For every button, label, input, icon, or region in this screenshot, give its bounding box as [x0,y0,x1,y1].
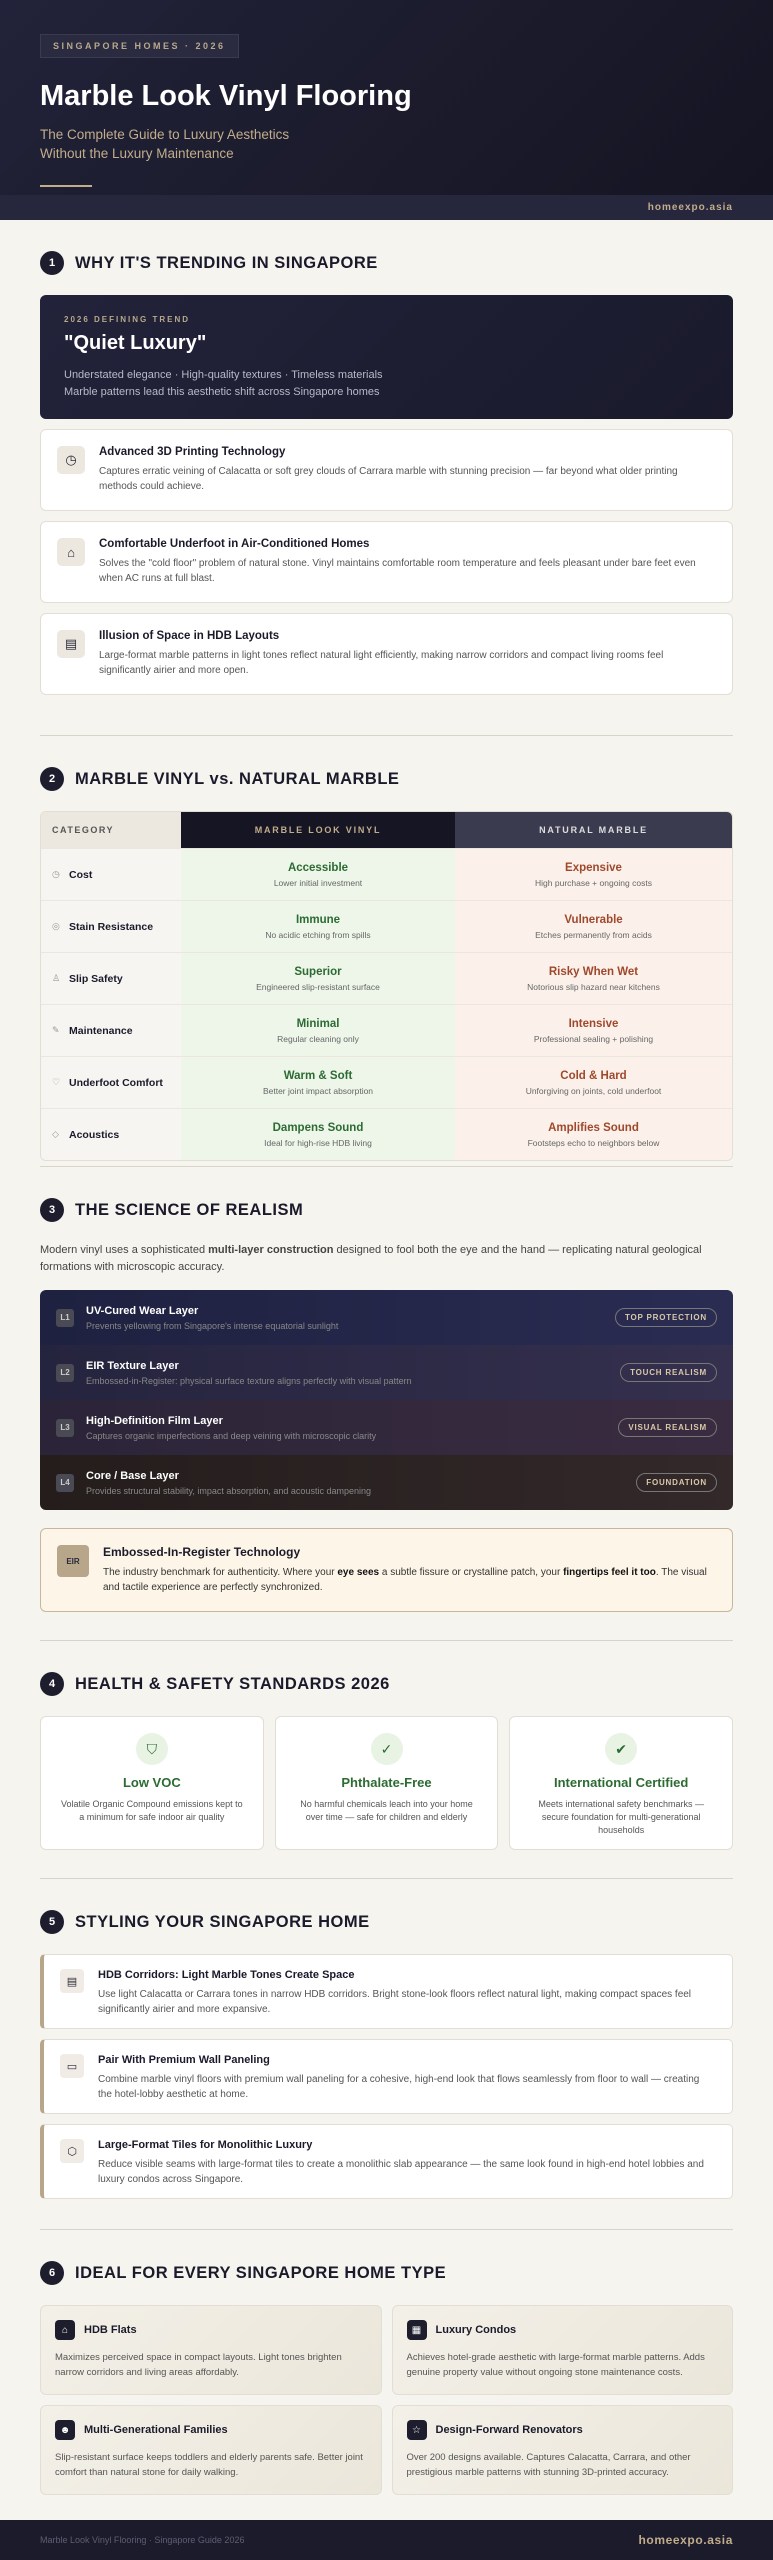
home-type-title: Multi-Generational Families [84,2424,228,2436]
layer-badge: L1 [56,1309,74,1327]
trend-card [40,295,733,419]
marble-note: Professional sealing + polishing [533,1033,654,1044]
shield-icon: ⛉ [136,1733,168,1765]
feature-title: Comfortable Underfoot in Air-Conditioned Homes [99,538,370,550]
home-type-title: HDB Flats [84,2324,137,2336]
marble-cell [455,901,732,952]
certified-icon: ✔ [605,1733,637,1765]
style-text: Combine marble vinyl floors with premium wall paneling for a cohesive, high-end look that flows seamlessly from floor to wall — creating the hotel-lobby aesthetic at home. [98,2074,700,2100]
table-row [41,952,732,1004]
category-icon: ◎ [52,921,60,931]
feature-text: Captures erratic veining of Calacatta or soft grey clouds of Carrara marble with stunning precision — far beyond what older printing methods could achieve. [99,466,678,492]
marble-value: Cold & Hard [560,1069,627,1082]
layer-badge: L4 [56,1474,74,1492]
section-number: 4 [40,1672,64,1696]
home-type-title: Design-Forward Renovators [435,2424,583,2436]
category-label: Slip Safety [69,972,123,985]
section-title: THE SCIENCE OF REALISM [75,1200,304,1219]
row-category [41,1005,181,1056]
section-comparison [0,736,773,1166]
layer-badge: L2 [56,1364,74,1382]
subtitle-line-2: Without the Luxury Maintenance [40,146,234,161]
layer-row [40,1455,733,1510]
layer-title: EIR Texture Layer [86,1359,179,1372]
health-title: Phthalate-Free [341,1775,432,1790]
vinyl-note: Engineered slip-resistant surface [256,981,380,992]
marble-cell [455,1057,732,1108]
section-styling [0,1879,773,2229]
health-text: Volatile Organic Compound emissions kept to a minimum for safe indoor air quality [61,1799,243,1822]
health-text: Meets international safety benchmarks — secure foundation for multi-generational households [538,1799,704,1835]
category-label: Cost [69,868,93,881]
footer-site-link[interactable]: homeexpo.asia [638,2533,733,2547]
style-text: Reduce visible seams with large-format tiles to create a monolithic slab appearance — the same look found in high-end hotel lobbies and luxury condos across Singapore. [98,2159,704,2185]
home-type-card [392,2405,734,2495]
vinyl-cell [181,953,455,1004]
building-icon: ▦ [407,2320,427,2340]
eir-text: The industry benchmark for authenticity. Where your eye sees a subtle fissure or crystalline patch, your fingertips feel it too. The visual and tactile experience are perfectly synchronized. [103,1567,707,1593]
layer-subtitle: Embossed-in-Register: physical surface texture aligns perfectly with visual pattern [86,1375,412,1386]
row-category [41,901,181,952]
feature-text: Large-format marble patterns in light tones reflect natural light efficiently, making narrow corridors and compact living rooms feel significantly airier and more open. [99,650,664,676]
marble-note: Etches permanently from acids [535,929,652,940]
vinyl-value: Dampens Sound [272,1121,364,1134]
home-type-text: Over 200 designs available. Captures Calacatta, Carrara, and other prestigious marble patterns with stunning 3D-printed accuracy. [406,2452,691,2478]
footer-caption: Marble Look Vinyl Flooring · Singapore Guide 2026 [40,2535,245,2545]
marble-value: Intensive [568,1017,619,1030]
marble-note: Unforgiving on joints, cold underfoot [525,1085,662,1096]
vinyl-value: Superior [294,965,342,978]
table-row [41,1108,732,1160]
home-type-title: Luxury Condos [435,2324,517,2336]
vinyl-note: Ideal for high-rise HDB living [264,1137,372,1148]
layer-title: UV-Cured Wear Layer [86,1304,199,1317]
eir-title: Embossed-In-Register Technology [103,1545,301,1559]
style-title: Pair With Premium Wall Paneling [98,2054,270,2066]
layer-tag: TOP PROTECTION [615,1308,717,1327]
eir-badge: EIR [57,1545,89,1577]
vinyl-value: Warm & Soft [283,1069,353,1082]
home-type-text: Maximizes perceived space in compact layouts. Light tones brighten narrow corridors and living areas affordably. [55,2352,342,2378]
style-card [40,2124,733,2199]
marble-cell [455,1005,732,1056]
marble-cell [455,1109,732,1160]
section-trending [0,220,773,735]
layer-tag: VISUAL REALISM [618,1418,717,1437]
table-row [41,848,732,900]
marble-note: Footsteps echo to neighbors below [527,1137,660,1148]
layer-row [40,1400,733,1455]
section-title: STYLING YOUR SINGAPORE HOME [75,1912,370,1931]
comparison-table [40,811,733,1161]
marble-note: High purchase + ongoing costs [535,877,652,888]
layer-tag: FOUNDATION [636,1473,717,1492]
row-category [41,849,181,900]
feature-text: Solves the "cold floor" problem of natural stone. Vinyl maintains comfortable room temperature and feels pleasant under bare feet even when AC runs at full blast. [99,558,696,584]
health-card [40,1716,264,1850]
check-icon: ✓ [371,1733,403,1765]
feature-title: Advanced 3D Printing Technology [99,446,286,458]
section-number: 5 [40,1910,64,1934]
layer-subtitle: Provides structural stability, impact absorption, and acoustic dampening [86,1485,371,1496]
hero-subtitle [40,125,733,163]
layer-tag: TOUCH REALISM [620,1363,717,1382]
section-health [0,1641,773,1878]
site-strip [0,195,773,220]
home-icon: ⌂ [55,2320,75,2340]
layer-stack [40,1290,733,1510]
vinyl-value: Minimal [296,1017,340,1030]
category-label: Acoustics [69,1128,120,1141]
vinyl-note: No acidic etching from spills [265,929,371,940]
category-label: Underfoot Comfort [69,1076,163,1089]
section-number: 1 [40,251,64,275]
home-type-text: Slip-resistant surface keeps toddlers and elderly parents safe. Better joint comfort than natural stone for daily walking. [55,2452,363,2478]
marble-value: Risky When Wet [548,965,639,978]
trend-title: "Quiet Luxury" [64,332,207,354]
home-icon: ⌂ [57,538,85,566]
health-text: No harmful chemicals leach into your home over time — safe for children and elderly [300,1799,473,1822]
science-intro: Modern vinyl uses a sophisticated multi-layer construction designed to fool both the eye and the hand — replicating natural geological formations with microscopic accuracy. [40,1244,702,1273]
vinyl-value: Immune [295,913,341,926]
feature-title: Illusion of Space in HDB Layouts [99,630,280,642]
feature-card [40,429,733,511]
trend-line-1: Understated elegance · High-quality textures · Timeless materials [64,369,383,381]
home-type-text: Achieves hotel-grade aesthetic with large-format marble patterns. Adds genuine property value without ongoing stone maintenance costs. [406,2352,705,2378]
style-card [40,1954,733,2029]
subtitle-line-1: The Complete Guide to Luxury Aesthetics [40,127,290,142]
style-card [40,2039,733,2114]
monitor-icon: ▭ [60,2054,84,2078]
header-category: CATEGORY [41,812,181,848]
vinyl-cell [181,1005,455,1056]
table-row [41,1056,732,1108]
section-title: MARBLE VINYL vs. NATURAL MARBLE [75,769,400,788]
layer-row [40,1345,733,1400]
marble-value: Vulnerable [564,913,623,926]
vinyl-note: Regular cleaning only [277,1033,359,1044]
section-title: WHY IT'S TRENDING IN SINGAPORE [75,253,378,272]
section-title: IDEAL FOR EVERY SINGAPORE HOME TYPE [75,2263,447,2282]
section-number: 6 [40,2261,64,2285]
feature-card [40,613,733,695]
hexagon-icon: ⬡ [60,2139,84,2163]
category-icon: ◷ [52,869,60,879]
layout-icon: ▤ [60,1969,84,1993]
vinyl-cell [181,1057,455,1108]
health-card [275,1716,499,1850]
feature-card [40,521,733,603]
family-icon: ☻ [55,2420,75,2440]
site-link[interactable]: homeexpo.asia [647,202,733,213]
vinyl-note: Better joint impact absorption [262,1085,374,1096]
trend-text [64,367,709,401]
trend-line-2: Marble patterns lead this aesthetic shift across Singapore homes [64,386,380,398]
marble-value: Expensive [565,861,622,874]
vinyl-cell [181,901,455,952]
hero-banner [0,0,773,195]
style-title: Large-Format Tiles for Monolithic Luxury [98,2139,313,2151]
category-icon: ♡ [52,1077,61,1087]
home-type-card [40,2405,382,2495]
row-category [41,1109,181,1160]
layer-row [40,1290,733,1345]
clock-icon: ◷ [57,446,85,474]
layout-icon: ▤ [57,630,85,658]
category-icon: ♙ [52,973,61,983]
category-icon: ◇ [52,1129,59,1139]
table-row [41,1004,732,1056]
hero-divider [40,185,92,187]
category-label: Maintenance [69,1024,133,1037]
health-title: Low VOC [122,1775,181,1790]
section-title: HEALTH & SAFETY STANDARDS 2026 [75,1674,390,1693]
footer [0,2520,773,2560]
hero-tag: SINGAPORE HOMES · 2026 [40,34,239,58]
row-category [41,953,181,1004]
eir-card [40,1528,733,1612]
category-label: Stain Resistance [69,920,154,933]
page-title: Marble Look Vinyl Flooring [40,80,412,112]
layer-title: Core / Base Layer [86,1469,179,1482]
marble-cell [455,953,732,1004]
vinyl-note: Lower initial investment [273,877,363,888]
table-header [41,812,732,848]
marble-cell [455,849,732,900]
vinyl-cell [181,1109,455,1160]
category-icon: ✎ [52,1025,60,1035]
star-icon: ☆ [407,2420,427,2440]
layer-badge: L3 [56,1419,74,1437]
style-title: HDB Corridors: Light Marble Tones Create Space [98,1969,355,1981]
layer-subtitle: Prevents yellowing from Singapore's intense equatorial sunlight [86,1320,339,1331]
marble-value: Amplifies Sound [548,1121,639,1134]
section-home-types [0,2230,773,2495]
row-category [41,1057,181,1108]
section-number: 2 [40,767,64,791]
vinyl-value: Accessible [287,861,349,874]
header-vinyl: MARBLE LOOK VINYL [181,812,455,848]
style-text: Use light Calacatta or Carrara tones in narrow HDB corridors. Bright stone-look floors reflect natural light, making compact spaces feel significantly airier and more expansive. [98,1989,692,2015]
header-marble: NATURAL MARBLE [455,812,732,848]
section-science [0,1167,773,1640]
marble-note: Notorious slip hazard near kitchens [527,981,660,992]
home-type-card [40,2305,382,2395]
health-title: International Certified [554,1775,689,1790]
home-type-card [392,2305,734,2395]
vinyl-cell [181,849,455,900]
layer-title: High-Definition Film Layer [86,1414,223,1427]
trend-eyebrow: 2026 DEFINING TREND [64,315,191,324]
layer-subtitle: Captures organic imperfections and deep veining with microscopic clarity [86,1430,377,1441]
table-row [41,900,732,952]
health-card [509,1716,733,1850]
section-number: 3 [40,1198,64,1222]
